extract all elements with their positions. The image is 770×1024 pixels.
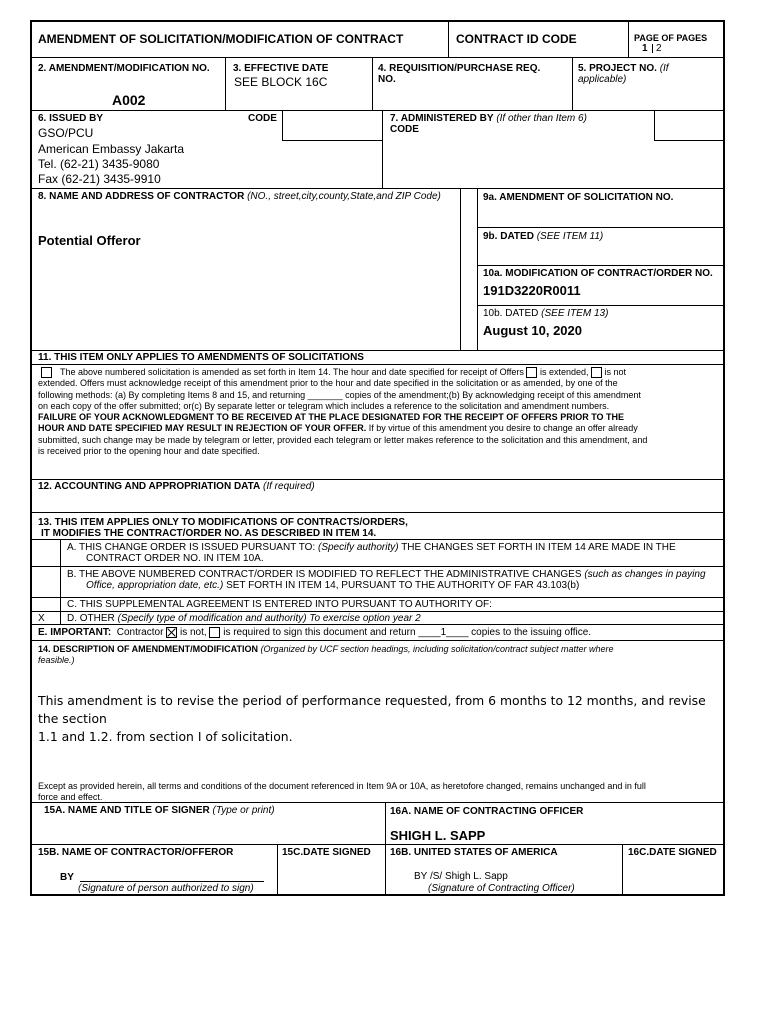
officer-signature-caption: (Signature of Contracting Officer)	[428, 883, 575, 894]
not-extended-checkbox[interactable]	[591, 367, 602, 378]
item-13d-line: D. OTHER (Specify type of modification and authority) To exercise option year 2	[67, 613, 421, 624]
item-12-label: 12. ACCOUNTING AND APPROPRIATION DATA (If required)	[38, 481, 315, 492]
item-14-footer-2: force and effect.	[38, 792, 103, 802]
item-13a-line1: A. THIS CHANGE ORDER IS ISSUED PURSUANT TO: (Specify authority) THE CHANGES SET FORTH IN ITEM 14 ARE MADE IN THE	[67, 542, 676, 553]
item-14-footer-1: Except as provided herein, all terms and conditions of the document referenced in Item 9A or 10A, as heretofore changed, remains unchanged and in full	[38, 781, 646, 791]
block-15a-label: 15A. NAME AND TITLE OF SIGNER (Type or print)	[44, 805, 275, 816]
item-13b-line1: B. THE ABOVE NUMBERED CONTRACT/ORDER IS MODIFIED TO REFLECT THE ADMINISTRATIVE CHANGES (such as changes in paying	[67, 569, 706, 580]
issued-by-line2: American Embassy Jakarta	[38, 142, 185, 156]
issued-by-label: 6. ISSUED BY	[38, 113, 104, 124]
item-13e-line: E. IMPORTANT: Contractor is not, is required to sign this document and return ____1____ copies to the issuing office.	[38, 627, 592, 639]
item-13b-line2: Office, appropriation date, etc.) SET FORTH IN ITEM 14, PURSUANT TO THE AUTHORITY OF FAR 43.103(b)	[86, 580, 580, 591]
by-label: BY	[60, 872, 74, 883]
modification-date-value[interactable]: August 10, 2020	[483, 323, 582, 338]
administered-by-label: 7. ADMINISTERED BY (If other than Item 6)	[390, 113, 587, 124]
extended-checkbox[interactable]	[526, 367, 537, 378]
modification-no-value[interactable]: 191D3220R0011	[483, 283, 581, 298]
issued-by-line1: GSO/PCU	[38, 126, 94, 140]
form-title: AMENDMENT OF SOLICITATION/MODIFICATION OF CONTRACT	[38, 32, 404, 46]
page-of-pages-label: PAGE OF PAGES	[634, 33, 708, 43]
contractor-value[interactable]: Potential Offeror	[38, 233, 141, 248]
item-14-body[interactable]: This amendment is to revise the period of performance requested, from 6 months to 12 months, and revise the section 1.1 and 1.2. from section I of solicitation.	[38, 693, 706, 744]
block-9a-label: 9a. AMENDMENT OF SOLICITATION NO.	[483, 192, 674, 203]
amendment-no-label: 2. AMENDMENT/MODIFICATION NO.	[38, 63, 210, 74]
requisition-label: 4. REQUISITION/PURCHASE REQ.	[378, 63, 541, 74]
amended-checkbox[interactable]	[41, 367, 52, 378]
contractor-signature-line[interactable]	[80, 881, 264, 882]
item-11-text: The above numbered solicitation is amended as set forth in Item 14. The hour and date specified for receipt of Offers is extended, is not extended. Offers must acknowledge receipt of this amendment prior to the hour and date specified in the solicitation or as amended, by one of the following methods: (a) By completing Items 8 and 15, and returning _______ copies of the amendment;(b) By acknowledging receipt of this amendment on each copy of the offer submitted; or(c) By separate letter or telegram which includes a reference to the solicitation and amendment numbers. FAILURE OF YOUR ACKNOWLEDGMENT TO BE RECEIVED AT THE PLACE DESIGNATED FOR THE RECEIPT OF OFFERS PRIOR TO THE HOUR AND DATE SPECIFIED MAY RESULT IN REJECTION OF YOUR OFFER. If by virtue of this amendment you desire to change an offer already submitted, such change may be made by telegram or letter, provided each telegram or letter makes reference to the solicitation and this amendment, and is received prior to the opening hour and date specified.	[38, 367, 648, 457]
is-required-checkbox[interactable]	[209, 627, 220, 638]
block-10a-label: 10a. MODIFICATION OF CONTRACT/ORDER NO.	[483, 268, 713, 279]
page-current: 1	[642, 43, 648, 54]
contractor-signature-caption: (Signature of person authorized to sign)	[78, 883, 254, 894]
amendment-no-value[interactable]: A002	[112, 92, 146, 108]
effective-date-label: 3. EFFECTIVE DATE	[233, 63, 329, 74]
item-13a-line2: CONTRACT ORDER NO. IN ITEM 10A.	[86, 553, 264, 564]
contract-id-label: CONTRACT ID CODE	[456, 32, 577, 46]
block-15c-label: 15C.DATE SIGNED	[282, 847, 371, 858]
item-11-heading: 11. THIS ITEM ONLY APPLIES TO AMENDMENTS OF SOLICITATIONS	[38, 352, 364, 363]
item-14-label-2: feasible.)	[38, 655, 75, 665]
administered-code-label: CODE	[390, 124, 419, 135]
block-10b-label: 10b. DATED (SEE ITEM 13)	[483, 308, 609, 319]
block-16c-label: 16C.DATE SIGNED	[628, 847, 717, 858]
contracting-officer-name[interactable]: SHIGH L. SAPP	[390, 828, 486, 843]
contractor-label: 8. NAME AND ADDRESS OF CONTRACTOR (NO., street,city,county,State,and ZIP Code)	[38, 191, 441, 202]
block-16a-label: 16A. NAME OF CONTRACTING OFFICER	[390, 806, 584, 817]
block-9b-label: 9b. DATED (SEE ITEM 11)	[483, 231, 604, 242]
block-16b-label: 16B. UNITED STATES OF AMERICA	[390, 847, 558, 858]
item-13d-mark[interactable]: X	[38, 613, 45, 624]
requisition-label-no: NO.	[378, 74, 396, 85]
sf30-form	[30, 20, 725, 896]
issued-by-line4: Fax (62-21) 3435-9910	[38, 172, 161, 186]
item-13-heading-1: 13. THIS ITEM APPLIES ONLY TO MODIFICATIONS OF CONTRACTS/ORDERS,	[38, 517, 408, 528]
block-15b-label: 15B. NAME OF CONTRACTOR/OFFEROR	[38, 847, 234, 858]
page-total: 2	[656, 43, 662, 54]
project-no-label: 5. PROJECT NO. (If	[578, 63, 669, 74]
effective-date-value[interactable]: SEE BLOCK 16C	[234, 75, 328, 89]
item-13c-line: C. THIS SUPPLEMENTAL AGREEMENT IS ENTERED INTO PURSUANT TO AUTHORITY OF:	[67, 599, 492, 610]
issued-by-line3: Tel. (62-21) 3435-9080	[38, 157, 160, 171]
officer-signature[interactable]: BY /S/ Shigh L. Sapp	[414, 871, 508, 882]
issued-code-label: CODE	[248, 113, 277, 124]
item-13-heading-2: IT MODIFIES THE CONTRACT/ORDER NO. AS DESCRIBED IN ITEM 14.	[41, 528, 377, 539]
is-not-checkbox-checked[interactable]	[166, 627, 177, 638]
project-no-label-2: applicable)	[578, 74, 627, 85]
item-14-label: 14. DESCRIPTION OF AMENDMENT/MODIFICATION (Organized by UCF section headings, including solicitation/contract subject matter where	[38, 644, 614, 654]
